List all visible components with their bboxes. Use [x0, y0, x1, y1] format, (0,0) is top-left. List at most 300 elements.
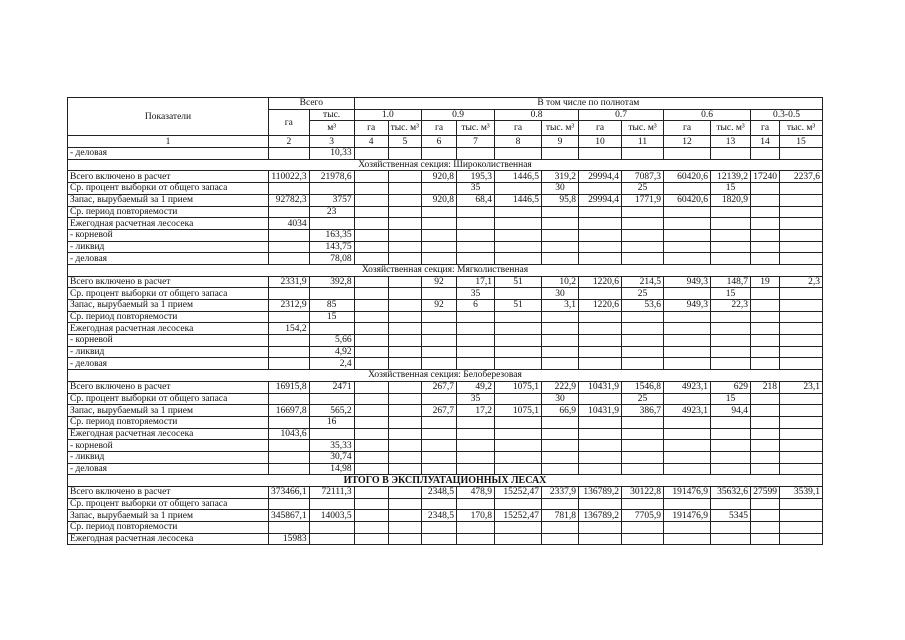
table-cell: [354, 229, 388, 241]
header-total-ha: га: [269, 109, 310, 136]
table-cell: 19: [751, 276, 780, 288]
table-cell: [711, 463, 751, 475]
table-cell: [388, 393, 421, 405]
table-cell: [711, 358, 751, 370]
table-cell: [457, 522, 495, 534]
table-cell: 2,4: [309, 358, 354, 370]
table-cell: [542, 206, 579, 218]
table-cell: 3539,1: [780, 487, 823, 499]
table-row: [68, 229, 823, 241]
row-label: Ср. процент выборки от общего запаса: [68, 183, 269, 195]
table-cell: [388, 487, 421, 499]
table-cell: [664, 323, 711, 335]
table-cell: [422, 393, 457, 405]
table-cell: [664, 358, 711, 370]
table-cell: [751, 311, 780, 323]
table-cell: [388, 171, 421, 183]
table-cell: 29994,4: [579, 194, 622, 206]
table-cell: [751, 206, 780, 218]
column-number: 15: [780, 136, 823, 148]
table-cell: [664, 533, 711, 545]
row-label: Запас, вырубаемый за 1 прием: [68, 405, 269, 417]
table-cell: [457, 451, 495, 463]
table-cell: [388, 428, 421, 440]
header-unit-thous-m3: тыс. м³: [622, 121, 664, 136]
header-unit-thous-m3: тыс. м³: [457, 121, 495, 136]
table-cell: [711, 498, 751, 510]
section-row: [68, 264, 823, 276]
column-number: 5: [388, 136, 421, 148]
table-cell: 1075,1: [495, 381, 542, 393]
table-cell: 1546,8: [622, 381, 664, 393]
table-cell: [579, 428, 622, 440]
table-cell: [622, 522, 664, 534]
table-cell: [664, 522, 711, 534]
table-cell: [495, 533, 542, 545]
row-label: - корневой: [68, 229, 269, 241]
table-cell: 30: [542, 183, 579, 195]
table-cell: [780, 440, 823, 452]
table-cell: [751, 428, 780, 440]
table-cell: 565,2: [309, 405, 354, 417]
table-row: [68, 393, 823, 405]
table-cell: [388, 323, 421, 335]
row-label: Всего включено в расчет: [68, 487, 269, 499]
table-cell: [664, 393, 711, 405]
table-cell: 25: [622, 288, 664, 300]
table-cell: 163,35: [309, 229, 354, 241]
table-cell: 191476,9: [664, 487, 711, 499]
column-numbers-row: [68, 136, 823, 148]
column-number: 9: [542, 136, 579, 148]
row-label: Ежегодная расчетная лесосека: [68, 533, 269, 545]
table-cell: 10431,9: [579, 381, 622, 393]
table-cell: [354, 335, 388, 347]
table-row: [68, 463, 823, 475]
table-cell: [542, 253, 579, 265]
row-label: Ежегодная расчетная лесосека: [68, 428, 269, 440]
table-row: [68, 428, 823, 440]
table-row: [68, 510, 823, 522]
column-number: 6: [422, 136, 457, 148]
table-cell: [422, 288, 457, 300]
table-cell: 4,92: [309, 346, 354, 358]
table-cell: [354, 288, 388, 300]
table-cell: [269, 241, 310, 253]
column-number: 11: [622, 136, 664, 148]
section-row: [68, 370, 823, 382]
table-cell: [354, 323, 388, 335]
table-cell: 30,74: [309, 451, 354, 463]
table-cell: [309, 323, 354, 335]
table-cell: 14003,5: [309, 510, 354, 522]
table-cell: 2237,6: [780, 171, 823, 183]
table-cell: [354, 276, 388, 288]
row-label: Запас, вырубаемый за 1 прием: [68, 300, 269, 312]
table-cell: [664, 218, 711, 230]
table-cell: [579, 416, 622, 428]
table-cell: [422, 183, 457, 195]
table-cell: [751, 346, 780, 358]
table-cell: 218: [751, 381, 780, 393]
table-row: [68, 194, 823, 206]
table-cell: 2471: [309, 381, 354, 393]
table-cell: [579, 440, 622, 452]
table-row: [68, 241, 823, 253]
table-cell: 35,33: [309, 440, 354, 452]
table-cell: [780, 510, 823, 522]
table-row: [68, 311, 823, 323]
table-cell: [579, 393, 622, 405]
header-unit-ha: га: [354, 121, 388, 136]
table-cell: 2348,5: [422, 510, 457, 522]
table-cell: [457, 218, 495, 230]
table-cell: [309, 498, 354, 510]
table-cell: 7705,9: [622, 510, 664, 522]
table-cell: [422, 253, 457, 265]
table-cell: [495, 416, 542, 428]
table-cell: [354, 183, 388, 195]
table-cell: [388, 229, 421, 241]
table-cell: 949,3: [664, 276, 711, 288]
table-cell: [664, 183, 711, 195]
table-cell: [579, 533, 622, 545]
table-cell: [269, 206, 310, 218]
table-cell: [269, 335, 310, 347]
table-cell: [780, 183, 823, 195]
table-cell: [579, 288, 622, 300]
table-cell: [542, 241, 579, 253]
table-cell: 25: [622, 393, 664, 405]
table-cell: 14,98: [309, 463, 354, 475]
table-cell: [457, 358, 495, 370]
table-cell: [542, 522, 579, 534]
table-cell: 15: [711, 183, 751, 195]
table-cell: [751, 358, 780, 370]
table-cell: [780, 300, 823, 312]
table-cell: [780, 229, 823, 241]
table-cell: 22,3: [711, 300, 751, 312]
total-title: ИТОГО В ЭКСПЛУАТАЦИОННЫХ ЛЕСАХ: [68, 475, 823, 487]
table-cell: [457, 323, 495, 335]
table-cell: [388, 498, 421, 510]
table-cell: 4923,1: [664, 381, 711, 393]
table-cell: 2348,5: [422, 487, 457, 499]
table-cell: [780, 358, 823, 370]
table-cell: 60420,6: [664, 194, 711, 206]
table-cell: [751, 183, 780, 195]
table-cell: [579, 241, 622, 253]
header-unit-thous-m3: тыс. м³: [780, 121, 823, 136]
table-cell: [711, 253, 751, 265]
table-cell: 5345: [711, 510, 751, 522]
table-cell: [269, 148, 310, 160]
row-label: Ср. процент выборки от общего запаса: [68, 288, 269, 300]
header-density-0-6: 0.6: [664, 109, 751, 121]
table-cell: 49,2: [457, 381, 495, 393]
table-cell: [269, 358, 310, 370]
table-cell: [664, 241, 711, 253]
table-cell: [495, 498, 542, 510]
table-cell: 60420,6: [664, 171, 711, 183]
table-cell: [354, 206, 388, 218]
table-header: [68, 98, 823, 148]
table-cell: [542, 229, 579, 241]
table-cell: [309, 428, 354, 440]
table-cell: [309, 522, 354, 534]
row-label: Ср. период повторяемости: [68, 206, 269, 218]
table-cell: [422, 533, 457, 545]
table-cell: [622, 218, 664, 230]
table-cell: [354, 148, 388, 160]
row-label: Ср. процент выборки от общего запаса: [68, 393, 269, 405]
row-label: - ликвид: [68, 451, 269, 463]
table-cell: [542, 463, 579, 475]
row-label: - деловая: [68, 148, 269, 160]
table-cell: 25: [622, 183, 664, 195]
table-row: [68, 358, 823, 370]
table-cell: 319,2: [542, 171, 579, 183]
table-cell: [388, 148, 421, 160]
header-unit-ha: га: [495, 121, 542, 136]
table-cell: [664, 311, 711, 323]
table-cell: [622, 311, 664, 323]
table-cell: [579, 451, 622, 463]
table-cell: [664, 346, 711, 358]
table-cell: [664, 498, 711, 510]
table-cell: [495, 451, 542, 463]
table-cell: [622, 346, 664, 358]
header-unit-thous-m3: тыс. м³: [711, 121, 751, 136]
table-cell: 373466,1: [269, 487, 310, 499]
table-cell: [495, 522, 542, 534]
table-cell: [664, 335, 711, 347]
table-cell: [622, 533, 664, 545]
table-cell: [542, 311, 579, 323]
table-cell: 4923,1: [664, 405, 711, 417]
table-cell: [388, 463, 421, 475]
row-label: - ликвид: [68, 241, 269, 253]
table-cell: [495, 241, 542, 253]
table-cell: [309, 183, 354, 195]
table-cell: [495, 463, 542, 475]
table-cell: [388, 533, 421, 545]
table-cell: [269, 183, 310, 195]
table-cell: [780, 346, 823, 358]
table-cell: 143,75: [309, 241, 354, 253]
table-cell: [354, 393, 388, 405]
table-cell: [751, 148, 780, 160]
table-cell: [422, 498, 457, 510]
table-cell: [622, 498, 664, 510]
header-unit-thous-m3: тыс. м³: [388, 121, 421, 136]
column-number: 13: [711, 136, 751, 148]
table-cell: [751, 393, 780, 405]
table-cell: 920,8: [422, 171, 457, 183]
table-cell: [388, 253, 421, 265]
table-cell: 15: [711, 288, 751, 300]
table-cell: [579, 463, 622, 475]
table-cell: [751, 405, 780, 417]
table-cell: [422, 148, 457, 160]
table-cell: [622, 253, 664, 265]
table-cell: [309, 533, 354, 545]
table-cell: [542, 148, 579, 160]
section-title: Хозяйственная секция: Белоберезовая: [68, 370, 823, 382]
table-cell: [269, 346, 310, 358]
table-cell: 92: [422, 276, 457, 288]
header-unit-ha: га: [422, 121, 457, 136]
table-cell: [622, 440, 664, 452]
table-cell: [622, 463, 664, 475]
table-cell: [780, 253, 823, 265]
table-cell: [711, 311, 751, 323]
table-cell: [664, 428, 711, 440]
table-cell: [751, 533, 780, 545]
table-cell: [664, 229, 711, 241]
table-cell: 214,5: [622, 276, 664, 288]
table-cell: [354, 171, 388, 183]
header-density-0-9: 0.9: [422, 109, 495, 121]
table-cell: [354, 194, 388, 206]
table-cell: 35: [457, 183, 495, 195]
table-cell: [780, 463, 823, 475]
table-cell: 5,66: [309, 335, 354, 347]
table-cell: [751, 510, 780, 522]
table-cell: 15: [309, 311, 354, 323]
column-number: 8: [495, 136, 542, 148]
row-label: Ежегодная расчетная лесосека: [68, 218, 269, 230]
table-cell: [495, 323, 542, 335]
table-cell: [354, 346, 388, 358]
header-unit-thous-m3: тыс. м³: [542, 121, 579, 136]
table-cell: [542, 428, 579, 440]
table-cell: [780, 194, 823, 206]
table-cell: 66,9: [542, 405, 579, 417]
table-cell: [495, 335, 542, 347]
table-cell: [780, 416, 823, 428]
table-row: [68, 522, 823, 534]
table-cell: [542, 218, 579, 230]
table-cell: [495, 206, 542, 218]
table-cell: [457, 416, 495, 428]
table-cell: [780, 311, 823, 323]
table-row: [68, 416, 823, 428]
table-cell: 345867,1: [269, 510, 310, 522]
table-cell: [388, 405, 421, 417]
table-cell: [751, 335, 780, 347]
header-total-thous: тыс.: [309, 109, 354, 121]
table-row: [68, 335, 823, 347]
table-cell: [269, 522, 310, 534]
table-cell: [751, 194, 780, 206]
table-cell: 21978,6: [309, 171, 354, 183]
header-unit-ha: га: [751, 121, 780, 136]
table-cell: [751, 229, 780, 241]
table-cell: 2337,9: [542, 487, 579, 499]
table-cell: 17,1: [457, 276, 495, 288]
table-cell: [622, 323, 664, 335]
table-cell: [354, 300, 388, 312]
header-density-0-3-0-5: 0.3-0.5: [751, 109, 823, 121]
table-cell: 2312,9: [269, 300, 310, 312]
table-cell: [388, 416, 421, 428]
table-cell: [354, 311, 388, 323]
table-cell: [354, 510, 388, 522]
row-label: Запас, вырубаемый за 1 прием: [68, 194, 269, 206]
table-cell: 1820,9: [711, 194, 751, 206]
table-cell: [664, 206, 711, 218]
table-cell: [354, 428, 388, 440]
table-cell: [542, 323, 579, 335]
table-cell: [579, 358, 622, 370]
row-label: Всего включено в расчет: [68, 276, 269, 288]
row-label: Ежегодная расчетная лесосека: [68, 323, 269, 335]
row-label: Ср. процент выборки от общего запаса: [68, 498, 269, 510]
table-cell: [711, 346, 751, 358]
table-row: [68, 405, 823, 417]
table-row: [68, 440, 823, 452]
table-cell: [388, 276, 421, 288]
table-cell: [711, 428, 751, 440]
table-cell: 7087,3: [622, 171, 664, 183]
row-label: Запас, вырубаемый за 1 прием: [68, 510, 269, 522]
table-cell: 92: [422, 300, 457, 312]
table-cell: 16: [309, 416, 354, 428]
table-cell: [269, 311, 310, 323]
table-cell: [780, 148, 823, 160]
table-cell: [422, 346, 457, 358]
table-cell: [664, 463, 711, 475]
column-number: 1: [68, 136, 269, 148]
table-cell: [711, 229, 751, 241]
table-cell: [422, 522, 457, 534]
table-cell: [664, 288, 711, 300]
table-cell: [579, 229, 622, 241]
table-cell: [354, 451, 388, 463]
row-label: Всего включено в расчет: [68, 381, 269, 393]
table-cell: 920,8: [422, 194, 457, 206]
table-cell: 94,4: [711, 405, 751, 417]
table-cell: [495, 393, 542, 405]
table-cell: [269, 393, 310, 405]
table-cell: 16697,8: [269, 405, 310, 417]
table-cell: [269, 463, 310, 475]
table-cell: [422, 451, 457, 463]
table-cell: [422, 218, 457, 230]
table-cell: 949,3: [664, 300, 711, 312]
row-label: - деловая: [68, 463, 269, 475]
table-cell: [422, 206, 457, 218]
table-cell: [780, 393, 823, 405]
table-cell: [622, 451, 664, 463]
table-cell: 85: [309, 300, 354, 312]
table-cell: [495, 253, 542, 265]
table-cell: [664, 451, 711, 463]
table-cell: [457, 311, 495, 323]
row-label: Ср. период повторяемости: [68, 522, 269, 534]
table-cell: 30: [542, 393, 579, 405]
row-label: - корневой: [68, 335, 269, 347]
table-cell: [354, 381, 388, 393]
header-total-m3: м³: [309, 121, 354, 136]
table-row: [68, 323, 823, 335]
table-cell: [622, 229, 664, 241]
table-cell: [457, 253, 495, 265]
table-cell: 23,1: [780, 381, 823, 393]
table-cell: [309, 218, 354, 230]
table-cell: [542, 416, 579, 428]
